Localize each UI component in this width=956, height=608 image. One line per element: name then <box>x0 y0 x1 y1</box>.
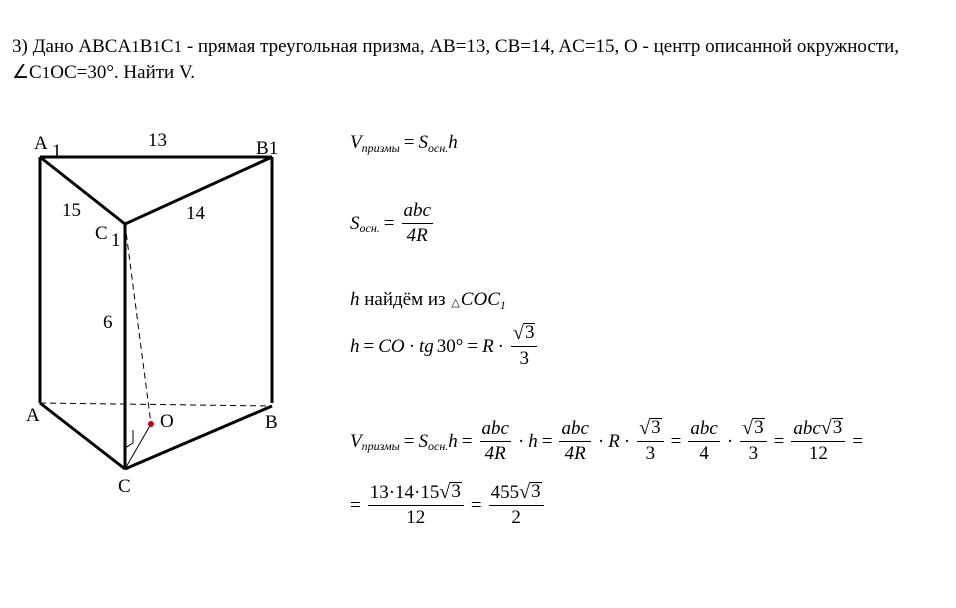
edge-label-cc1: 6 <box>103 312 113 333</box>
formula-find-h: h найдём из △ COC 1 <box>350 289 506 312</box>
edge-a1-c1 <box>40 157 125 224</box>
problem-text-a: Дано ABCA <box>32 36 132 57</box>
edge-a-c <box>40 403 125 469</box>
problem-statement: 3) Дано ABCA1B1C1 - прямая треугольная призма, AB=13, CB=14, AC=15, O - центр описанной окружности, ∠C1OC=30°. Найти V. <box>12 36 899 83</box>
point-o-marker <box>148 421 154 427</box>
problem-text-e: OC=30°. Найти V. <box>50 62 195 83</box>
vertex-label-a: A <box>26 405 40 426</box>
vertex-label-c1-sub: 1 <box>111 230 121 251</box>
formula-h-value: h = CO · tg 30° = R · √ 3 3 <box>350 323 540 370</box>
edge-label-a1c1: 15 <box>62 200 81 221</box>
edge-label-a1b1: 13 <box>148 130 167 151</box>
point-label-o: O <box>160 411 174 432</box>
formula-volume-result: = 13·14·15 √ 3 12 = 455 √ 3 2 <box>350 482 547 529</box>
vertex-label-a1-sub: 1 <box>52 141 62 162</box>
formula-volume-expanded: V призмы = S осн. h = $\frac{\text{abc}}{4R}$ · h = $\frac{\text{abc}}{4R}$ · R · √ 3 3 = $\frac{\text{abc}}{4}$ · √ 3 3 = abc √ 3 12 = <box>350 417 863 464</box>
edge-c-b <box>125 406 272 469</box>
edge-label-c1b1: 14 <box>186 203 205 224</box>
formula-base-area: S осн. = $\frac{\text{abc}}{4R}$ <box>350 200 431 246</box>
vertex-label-c1: C <box>95 223 108 244</box>
segment-c1-o <box>125 224 151 424</box>
formula-volume: V призмы = S осн. h <box>350 132 458 155</box>
vertex-label-b1: B1 <box>256 138 279 159</box>
vertex-label-c: C <box>118 476 131 497</box>
vertex-label-a1: A <box>34 133 48 154</box>
problem-text-d: - прямая треугольная призма, AB=13, CB=14, AC=15, O - центр описанной окружности, ∠C <box>12 36 899 83</box>
edge-a-b <box>40 403 272 406</box>
vertex-label-b: B <box>265 412 278 433</box>
problem-number: 3) <box>12 36 28 57</box>
